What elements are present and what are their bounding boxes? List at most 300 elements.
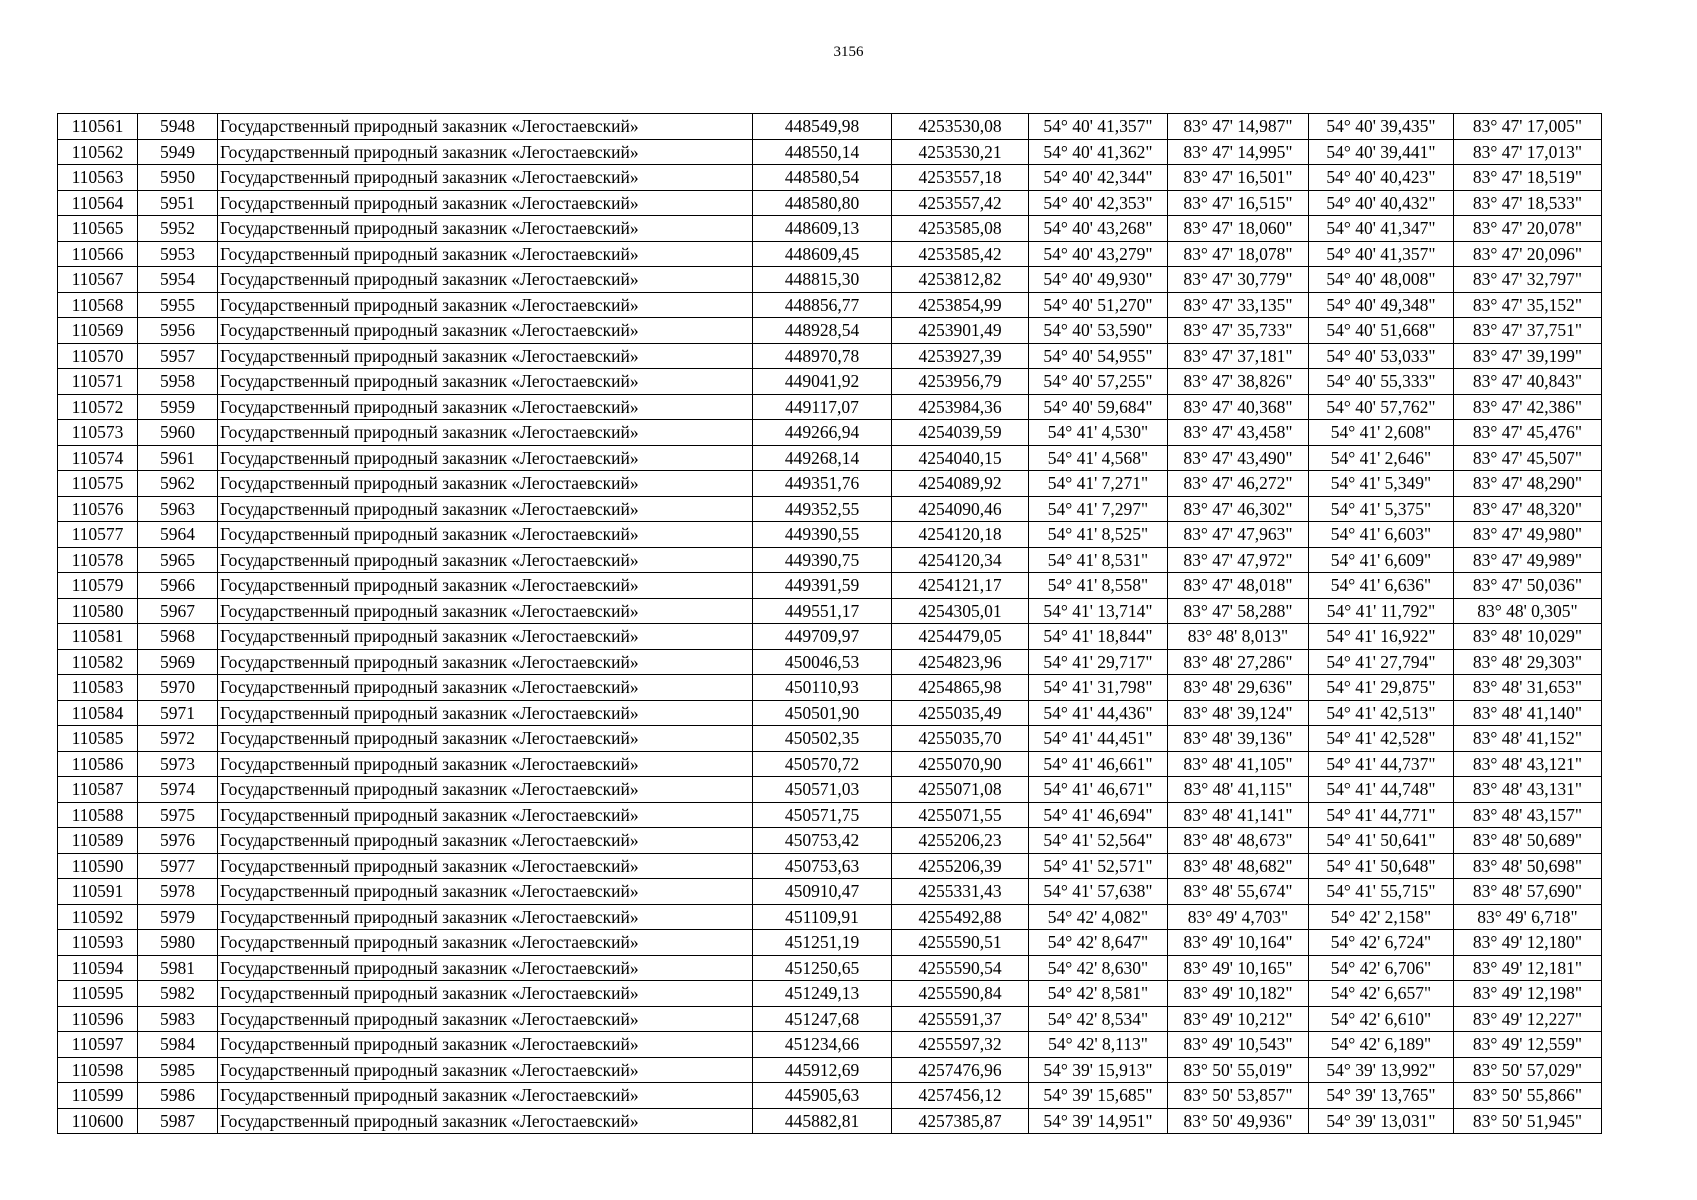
table-row	[58, 369, 1602, 395]
cell-record-id: 110582	[58, 649, 138, 675]
cell-longitude-2: 83° 48' 41,152"	[1454, 726, 1602, 752]
cell-point-number: 5960	[138, 420, 218, 446]
cell-longitude-1: 83° 49' 4,703"	[1168, 904, 1309, 930]
cell-longitude-2: 83° 47' 20,096"	[1454, 241, 1602, 267]
cell-longitude-1: 83° 47' 43,490"	[1168, 445, 1309, 471]
cell-record-id: 110598	[58, 1057, 138, 1083]
cell-longitude-1: 83° 47' 40,368"	[1168, 394, 1309, 420]
cell-longitude-2: 83° 47' 18,519"	[1454, 165, 1602, 191]
cell-latitude-2: 54° 39' 13,992"	[1309, 1057, 1454, 1083]
cell-latitude-1: 54° 42' 8,581"	[1029, 981, 1168, 1007]
cell-reserve-name: Государственный природный заказник «Легостаевский»	[218, 241, 753, 267]
cell-longitude-1: 83° 47' 14,995"	[1168, 139, 1309, 165]
cell-latitude-2: 54° 41' 42,513"	[1309, 700, 1454, 726]
cell-x-coordinate: 448609,13	[753, 216, 892, 242]
cell-reserve-name: Государственный природный заказник «Легостаевский»	[218, 420, 753, 446]
cell-point-number: 5972	[138, 726, 218, 752]
cell-x-coordinate: 448928,54	[753, 318, 892, 344]
table-row	[58, 547, 1602, 573]
cell-latitude-1: 54° 41' 18,844"	[1029, 624, 1168, 650]
table-row	[58, 343, 1602, 369]
cell-x-coordinate: 450570,72	[753, 751, 892, 777]
cell-longitude-2: 83° 47' 49,980"	[1454, 522, 1602, 548]
cell-point-number: 5965	[138, 547, 218, 573]
table-row	[58, 573, 1602, 599]
cell-reserve-name: Государственный природный заказник «Легостаевский»	[218, 343, 753, 369]
cell-reserve-name: Государственный природный заказник «Легостаевский»	[218, 726, 753, 752]
cell-reserve-name: Государственный природный заказник «Легостаевский»	[218, 394, 753, 420]
cell-latitude-2: 54° 40' 40,432"	[1309, 190, 1454, 216]
cell-latitude-2: 54° 41' 50,648"	[1309, 853, 1454, 879]
cell-longitude-2: 83° 47' 40,843"	[1454, 369, 1602, 395]
cell-longitude-2: 83° 47' 48,320"	[1454, 496, 1602, 522]
cell-reserve-name: Государственный природный заказник «Легостаевский»	[218, 114, 753, 140]
cell-latitude-1: 54° 41' 52,564"	[1029, 828, 1168, 854]
cell-x-coordinate: 450501,90	[753, 700, 892, 726]
cell-latitude-2: 54° 42' 6,657"	[1309, 981, 1454, 1007]
table-row	[58, 649, 1602, 675]
cell-y-coordinate: 4257385,87	[892, 1108, 1029, 1134]
cell-longitude-1: 83° 48' 27,286"	[1168, 649, 1309, 675]
cell-latitude-2: 54° 41' 55,715"	[1309, 879, 1454, 905]
cell-latitude-2: 54° 40' 49,348"	[1309, 292, 1454, 318]
cell-point-number: 5957	[138, 343, 218, 369]
cell-record-id: 110596	[58, 1006, 138, 1032]
cell-reserve-name: Государственный природный заказник «Легостаевский»	[218, 547, 753, 573]
table-row	[58, 802, 1602, 828]
cell-latitude-2: 54° 42' 6,706"	[1309, 955, 1454, 981]
cell-y-coordinate: 4253557,18	[892, 165, 1029, 191]
cell-longitude-2: 83° 48' 50,698"	[1454, 853, 1602, 879]
cell-y-coordinate: 4253530,21	[892, 139, 1029, 165]
cell-record-id: 110572	[58, 394, 138, 420]
cell-y-coordinate: 4253854,99	[892, 292, 1029, 318]
cell-latitude-2: 54° 41' 5,349"	[1309, 471, 1454, 497]
table-row	[58, 420, 1602, 446]
cell-y-coordinate: 4255206,39	[892, 853, 1029, 879]
cell-y-coordinate: 4254040,15	[892, 445, 1029, 471]
cell-reserve-name: Государственный природный заказник «Легостаевский»	[218, 1006, 753, 1032]
cell-longitude-1: 83° 49' 10,543"	[1168, 1032, 1309, 1058]
cell-longitude-2: 83° 48' 10,029"	[1454, 624, 1602, 650]
cell-reserve-name: Государственный природный заказник «Легостаевский»	[218, 369, 753, 395]
cell-latitude-1: 54° 41' 29,717"	[1029, 649, 1168, 675]
cell-y-coordinate: 4255070,90	[892, 751, 1029, 777]
cell-point-number: 5976	[138, 828, 218, 854]
cell-x-coordinate: 449391,59	[753, 573, 892, 599]
cell-y-coordinate: 4253585,08	[892, 216, 1029, 242]
cell-record-id: 110561	[58, 114, 138, 140]
cell-x-coordinate: 445905,63	[753, 1083, 892, 1109]
cell-record-id: 110565	[58, 216, 138, 242]
cell-latitude-1: 54° 41' 7,297"	[1029, 496, 1168, 522]
cell-latitude-2: 54° 40' 41,357"	[1309, 241, 1454, 267]
cell-latitude-1: 54° 40' 49,930"	[1029, 267, 1168, 293]
cell-longitude-1: 83° 47' 14,987"	[1168, 114, 1309, 140]
cell-record-id: 110591	[58, 879, 138, 905]
cell-x-coordinate: 451109,91	[753, 904, 892, 930]
cell-record-id: 110579	[58, 573, 138, 599]
cell-longitude-1: 83° 48' 48,673"	[1168, 828, 1309, 854]
cell-record-id: 110564	[58, 190, 138, 216]
cell-longitude-2: 83° 47' 18,533"	[1454, 190, 1602, 216]
cell-longitude-2: 83° 48' 31,653"	[1454, 675, 1602, 701]
cell-y-coordinate: 4253530,08	[892, 114, 1029, 140]
cell-y-coordinate: 4254120,34	[892, 547, 1029, 573]
cell-record-id: 110576	[58, 496, 138, 522]
table-row	[58, 1006, 1602, 1032]
cell-y-coordinate: 4255035,70	[892, 726, 1029, 752]
cell-latitude-1: 54° 40' 54,955"	[1029, 343, 1168, 369]
cell-point-number: 5958	[138, 369, 218, 395]
cell-x-coordinate: 448580,80	[753, 190, 892, 216]
cell-longitude-1: 83° 49' 10,164"	[1168, 930, 1309, 956]
cell-point-number: 5981	[138, 955, 218, 981]
cell-x-coordinate: 449117,07	[753, 394, 892, 420]
cell-y-coordinate: 4255035,49	[892, 700, 1029, 726]
cell-point-number: 5951	[138, 190, 218, 216]
cell-longitude-1: 83° 47' 35,733"	[1168, 318, 1309, 344]
table-row	[58, 241, 1602, 267]
cell-record-id: 110567	[58, 267, 138, 293]
cell-reserve-name: Государственный природный заказник «Легостаевский»	[218, 624, 753, 650]
cell-record-id: 110584	[58, 700, 138, 726]
cell-point-number: 5977	[138, 853, 218, 879]
cell-point-number: 5979	[138, 904, 218, 930]
cell-longitude-2: 83° 47' 20,078"	[1454, 216, 1602, 242]
cell-latitude-2: 54° 41' 44,748"	[1309, 777, 1454, 803]
cell-reserve-name: Государственный природный заказник «Легостаевский»	[218, 1108, 753, 1134]
cell-longitude-1: 83° 48' 55,674"	[1168, 879, 1309, 905]
cell-record-id: 110586	[58, 751, 138, 777]
cell-latitude-2: 54° 42' 6,724"	[1309, 930, 1454, 956]
table-row	[58, 267, 1602, 293]
coordinates-table	[57, 113, 1602, 1134]
cell-longitude-1: 83° 47' 18,078"	[1168, 241, 1309, 267]
cell-longitude-2: 83° 47' 42,386"	[1454, 394, 1602, 420]
cell-point-number: 5954	[138, 267, 218, 293]
cell-point-number: 5983	[138, 1006, 218, 1032]
cell-reserve-name: Государственный природный заказник «Легостаевский»	[218, 955, 753, 981]
cell-latitude-1: 54° 40' 43,279"	[1029, 241, 1168, 267]
cell-record-id: 110562	[58, 139, 138, 165]
cell-reserve-name: Государственный природный заказник «Легостаевский»	[218, 216, 753, 242]
cell-longitude-2: 83° 47' 48,290"	[1454, 471, 1602, 497]
cell-x-coordinate: 448550,14	[753, 139, 892, 165]
cell-longitude-2: 83° 48' 43,157"	[1454, 802, 1602, 828]
cell-record-id: 110593	[58, 930, 138, 956]
cell-point-number: 5975	[138, 802, 218, 828]
cell-latitude-2: 54° 41' 44,737"	[1309, 751, 1454, 777]
cell-point-number: 5970	[138, 675, 218, 701]
cell-record-id: 110573	[58, 420, 138, 446]
cell-longitude-2: 83° 48' 50,689"	[1454, 828, 1602, 854]
cell-x-coordinate: 450753,42	[753, 828, 892, 854]
table-row	[58, 853, 1602, 879]
cell-record-id: 110563	[58, 165, 138, 191]
cell-longitude-2: 83° 47' 17,005"	[1454, 114, 1602, 140]
cell-latitude-2: 54° 42' 6,610"	[1309, 1006, 1454, 1032]
cell-record-id: 110577	[58, 522, 138, 548]
cell-longitude-2: 83° 47' 49,989"	[1454, 547, 1602, 573]
cell-longitude-1: 83° 48' 41,105"	[1168, 751, 1309, 777]
cell-latitude-1: 54° 41' 8,525"	[1029, 522, 1168, 548]
table-row	[58, 216, 1602, 242]
cell-point-number: 5963	[138, 496, 218, 522]
cell-y-coordinate: 4255206,23	[892, 828, 1029, 854]
cell-record-id: 110571	[58, 369, 138, 395]
cell-latitude-2: 54° 40' 55,333"	[1309, 369, 1454, 395]
cell-reserve-name: Государственный природный заказник «Легостаевский»	[218, 318, 753, 344]
cell-longitude-2: 83° 47' 35,152"	[1454, 292, 1602, 318]
table-row	[58, 1057, 1602, 1083]
cell-latitude-2: 54° 40' 48,008"	[1309, 267, 1454, 293]
cell-x-coordinate: 451247,68	[753, 1006, 892, 1032]
cell-longitude-1: 83° 47' 46,272"	[1168, 471, 1309, 497]
cell-longitude-2: 83° 47' 17,013"	[1454, 139, 1602, 165]
cell-latitude-2: 54° 40' 53,033"	[1309, 343, 1454, 369]
cell-point-number: 5967	[138, 598, 218, 624]
cell-x-coordinate: 450502,35	[753, 726, 892, 752]
cell-y-coordinate: 4255597,32	[892, 1032, 1029, 1058]
cell-latitude-1: 54° 41' 44,451"	[1029, 726, 1168, 752]
cell-latitude-1: 54° 42' 8,630"	[1029, 955, 1168, 981]
cell-record-id: 110589	[58, 828, 138, 854]
cell-record-id: 110574	[58, 445, 138, 471]
cell-x-coordinate: 449041,92	[753, 369, 892, 395]
cell-y-coordinate: 4254865,98	[892, 675, 1029, 701]
cell-longitude-2: 83° 49' 12,198"	[1454, 981, 1602, 1007]
cell-latitude-1: 54° 40' 42,344"	[1029, 165, 1168, 191]
cell-x-coordinate: 450910,47	[753, 879, 892, 905]
cell-record-id: 110581	[58, 624, 138, 650]
cell-record-id: 110568	[58, 292, 138, 318]
cell-longitude-2: 83° 47' 32,797"	[1454, 267, 1602, 293]
cell-longitude-1: 83° 48' 8,013"	[1168, 624, 1309, 650]
cell-reserve-name: Государственный природный заказник «Легостаевский»	[218, 496, 753, 522]
cell-point-number: 5986	[138, 1083, 218, 1109]
cell-point-number: 5978	[138, 879, 218, 905]
cell-latitude-1: 54° 40' 41,362"	[1029, 139, 1168, 165]
cell-x-coordinate: 445882,81	[753, 1108, 892, 1134]
cell-x-coordinate: 450571,03	[753, 777, 892, 803]
table-row	[58, 318, 1602, 344]
table-row	[58, 751, 1602, 777]
cell-longitude-2: 83° 50' 55,866"	[1454, 1083, 1602, 1109]
cell-x-coordinate: 449551,17	[753, 598, 892, 624]
cell-point-number: 5968	[138, 624, 218, 650]
cell-longitude-2: 83° 49' 12,559"	[1454, 1032, 1602, 1058]
cell-longitude-1: 83° 47' 16,501"	[1168, 165, 1309, 191]
cell-record-id: 110583	[58, 675, 138, 701]
cell-longitude-2: 83° 50' 51,945"	[1454, 1108, 1602, 1134]
cell-point-number: 5956	[138, 318, 218, 344]
cell-reserve-name: Государственный природный заказник «Легостаевский»	[218, 292, 753, 318]
cell-latitude-2: 54° 42' 2,158"	[1309, 904, 1454, 930]
cell-x-coordinate: 449351,76	[753, 471, 892, 497]
table-row	[58, 777, 1602, 803]
cell-reserve-name: Государственный природный заказник «Легостаевский»	[218, 522, 753, 548]
cell-longitude-1: 83° 47' 47,972"	[1168, 547, 1309, 573]
cell-latitude-2: 54° 41' 2,608"	[1309, 420, 1454, 446]
cell-point-number: 5949	[138, 139, 218, 165]
cell-record-id: 110594	[58, 955, 138, 981]
cell-y-coordinate: 4253812,82	[892, 267, 1029, 293]
cell-y-coordinate: 4257456,12	[892, 1083, 1029, 1109]
cell-latitude-2: 54° 40' 51,668"	[1309, 318, 1454, 344]
cell-x-coordinate: 448856,77	[753, 292, 892, 318]
cell-latitude-1: 54° 41' 4,568"	[1029, 445, 1168, 471]
cell-reserve-name: Государственный природный заказник «Легостаевский»	[218, 981, 753, 1007]
coordinates-table-body	[58, 114, 1602, 1134]
cell-y-coordinate: 4255071,55	[892, 802, 1029, 828]
cell-x-coordinate: 449390,75	[753, 547, 892, 573]
cell-latitude-1: 54° 42' 4,082"	[1029, 904, 1168, 930]
cell-point-number: 5952	[138, 216, 218, 242]
cell-latitude-1: 54° 41' 57,638"	[1029, 879, 1168, 905]
cell-latitude-2: 54° 41' 5,375"	[1309, 496, 1454, 522]
cell-point-number: 5973	[138, 751, 218, 777]
cell-longitude-1: 83° 47' 47,963"	[1168, 522, 1309, 548]
cell-record-id: 110578	[58, 547, 138, 573]
cell-latitude-1: 54° 41' 46,694"	[1029, 802, 1168, 828]
cell-reserve-name: Государственный природный заказник «Легостаевский»	[218, 573, 753, 599]
cell-latitude-1: 54° 41' 4,530"	[1029, 420, 1168, 446]
cell-record-id: 110566	[58, 241, 138, 267]
table-row	[58, 114, 1602, 140]
table-row	[58, 1083, 1602, 1109]
cell-point-number: 5955	[138, 292, 218, 318]
cell-point-number: 5987	[138, 1108, 218, 1134]
cell-latitude-1: 54° 40' 51,270"	[1029, 292, 1168, 318]
cell-latitude-2: 54° 41' 11,792"	[1309, 598, 1454, 624]
cell-longitude-1: 83° 47' 16,515"	[1168, 190, 1309, 216]
cell-reserve-name: Государственный природный заказник «Легостаевский»	[218, 777, 753, 803]
cell-latitude-1: 54° 42' 8,113"	[1029, 1032, 1168, 1058]
table-row	[58, 1032, 1602, 1058]
cell-point-number: 5964	[138, 522, 218, 548]
cell-x-coordinate: 451234,66	[753, 1032, 892, 1058]
cell-point-number: 5984	[138, 1032, 218, 1058]
cell-record-id: 110588	[58, 802, 138, 828]
table-row	[58, 675, 1602, 701]
cell-longitude-2: 83° 49' 12,180"	[1454, 930, 1602, 956]
cell-longitude-2: 83° 49' 12,181"	[1454, 955, 1602, 981]
cell-latitude-2: 54° 39' 13,031"	[1309, 1108, 1454, 1134]
cell-x-coordinate: 450046,53	[753, 649, 892, 675]
cell-y-coordinate: 4255590,51	[892, 930, 1029, 956]
table-row	[58, 955, 1602, 981]
cell-latitude-2: 54° 39' 13,765"	[1309, 1083, 1454, 1109]
cell-longitude-2: 83° 48' 43,131"	[1454, 777, 1602, 803]
cell-longitude-1: 83° 47' 18,060"	[1168, 216, 1309, 242]
cell-record-id: 110585	[58, 726, 138, 752]
table-row	[58, 981, 1602, 1007]
cell-point-number: 5982	[138, 981, 218, 1007]
cell-reserve-name: Государственный природный заказник «Легостаевский»	[218, 598, 753, 624]
cell-latitude-2: 54° 41' 42,528"	[1309, 726, 1454, 752]
cell-y-coordinate: 4253901,49	[892, 318, 1029, 344]
cell-latitude-1: 54° 41' 7,271"	[1029, 471, 1168, 497]
cell-x-coordinate: 450753,63	[753, 853, 892, 879]
cell-y-coordinate: 4254089,92	[892, 471, 1029, 497]
cell-latitude-2: 54° 41' 6,609"	[1309, 547, 1454, 573]
cell-reserve-name: Государственный природный заказник «Легостаевский»	[218, 751, 753, 777]
table-row	[58, 471, 1602, 497]
cell-longitude-2: 83° 48' 43,121"	[1454, 751, 1602, 777]
cell-latitude-2: 54° 41' 16,922"	[1309, 624, 1454, 650]
cell-latitude-1: 54° 42' 8,534"	[1029, 1006, 1168, 1032]
cell-y-coordinate: 4257476,96	[892, 1057, 1029, 1083]
cell-x-coordinate: 448815,30	[753, 267, 892, 293]
cell-latitude-1: 54° 42' 8,647"	[1029, 930, 1168, 956]
cell-latitude-1: 54° 41' 46,661"	[1029, 751, 1168, 777]
cell-latitude-1: 54° 39' 15,913"	[1029, 1057, 1168, 1083]
cell-x-coordinate: 449352,55	[753, 496, 892, 522]
cell-longitude-2: 83° 47' 45,507"	[1454, 445, 1602, 471]
cell-x-coordinate: 448580,54	[753, 165, 892, 191]
cell-y-coordinate: 4253557,42	[892, 190, 1029, 216]
cell-longitude-2: 83° 47' 39,199"	[1454, 343, 1602, 369]
cell-y-coordinate: 4254479,05	[892, 624, 1029, 650]
cell-longitude-1: 83° 50' 53,857"	[1168, 1083, 1309, 1109]
cell-y-coordinate: 4253956,79	[892, 369, 1029, 395]
cell-reserve-name: Государственный природный заказник «Легостаевский»	[218, 828, 753, 854]
cell-record-id: 110569	[58, 318, 138, 344]
cell-latitude-2: 54° 40' 40,423"	[1309, 165, 1454, 191]
cell-latitude-1: 54° 39' 15,685"	[1029, 1083, 1168, 1109]
cell-latitude-2: 54° 41' 44,771"	[1309, 802, 1454, 828]
cell-y-coordinate: 4255591,37	[892, 1006, 1029, 1032]
cell-longitude-1: 83° 47' 46,302"	[1168, 496, 1309, 522]
cell-y-coordinate: 4254090,46	[892, 496, 1029, 522]
cell-longitude-2: 83° 47' 37,751"	[1454, 318, 1602, 344]
cell-longitude-1: 83° 47' 38,826"	[1168, 369, 1309, 395]
cell-longitude-1: 83° 48' 41,115"	[1168, 777, 1309, 803]
cell-reserve-name: Государственный природный заказник «Легостаевский»	[218, 1083, 753, 1109]
table-row	[58, 522, 1602, 548]
cell-reserve-name: Государственный природный заказник «Легостаевский»	[218, 471, 753, 497]
cell-latitude-1: 54° 40' 59,684"	[1029, 394, 1168, 420]
cell-longitude-1: 83° 47' 58,288"	[1168, 598, 1309, 624]
cell-latitude-2: 54° 40' 39,441"	[1309, 139, 1454, 165]
cell-x-coordinate: 449268,14	[753, 445, 892, 471]
cell-latitude-1: 54° 41' 52,571"	[1029, 853, 1168, 879]
cell-y-coordinate: 4255492,88	[892, 904, 1029, 930]
cell-latitude-2: 54° 41' 29,875"	[1309, 675, 1454, 701]
cell-reserve-name: Государственный природный заказник «Легостаевский»	[218, 649, 753, 675]
cell-x-coordinate: 449390,55	[753, 522, 892, 548]
cell-record-id: 110570	[58, 343, 138, 369]
cell-latitude-2: 54° 40' 41,347"	[1309, 216, 1454, 242]
cell-latitude-2: 54° 41' 27,794"	[1309, 649, 1454, 675]
cell-longitude-1: 83° 48' 39,124"	[1168, 700, 1309, 726]
cell-longitude-1: 83° 48' 41,141"	[1168, 802, 1309, 828]
cell-point-number: 5969	[138, 649, 218, 675]
table-row	[58, 598, 1602, 624]
cell-point-number: 5953	[138, 241, 218, 267]
cell-y-coordinate: 4255590,54	[892, 955, 1029, 981]
table-row	[58, 828, 1602, 854]
cell-longitude-1: 83° 47' 37,181"	[1168, 343, 1309, 369]
cell-point-number: 5980	[138, 930, 218, 956]
cell-record-id: 110575	[58, 471, 138, 497]
cell-reserve-name: Государственный природный заказник «Легостаевский»	[218, 445, 753, 471]
cell-longitude-1: 83° 49' 10,182"	[1168, 981, 1309, 1007]
table-row	[58, 904, 1602, 930]
cell-point-number: 5962	[138, 471, 218, 497]
cell-record-id: 110587	[58, 777, 138, 803]
